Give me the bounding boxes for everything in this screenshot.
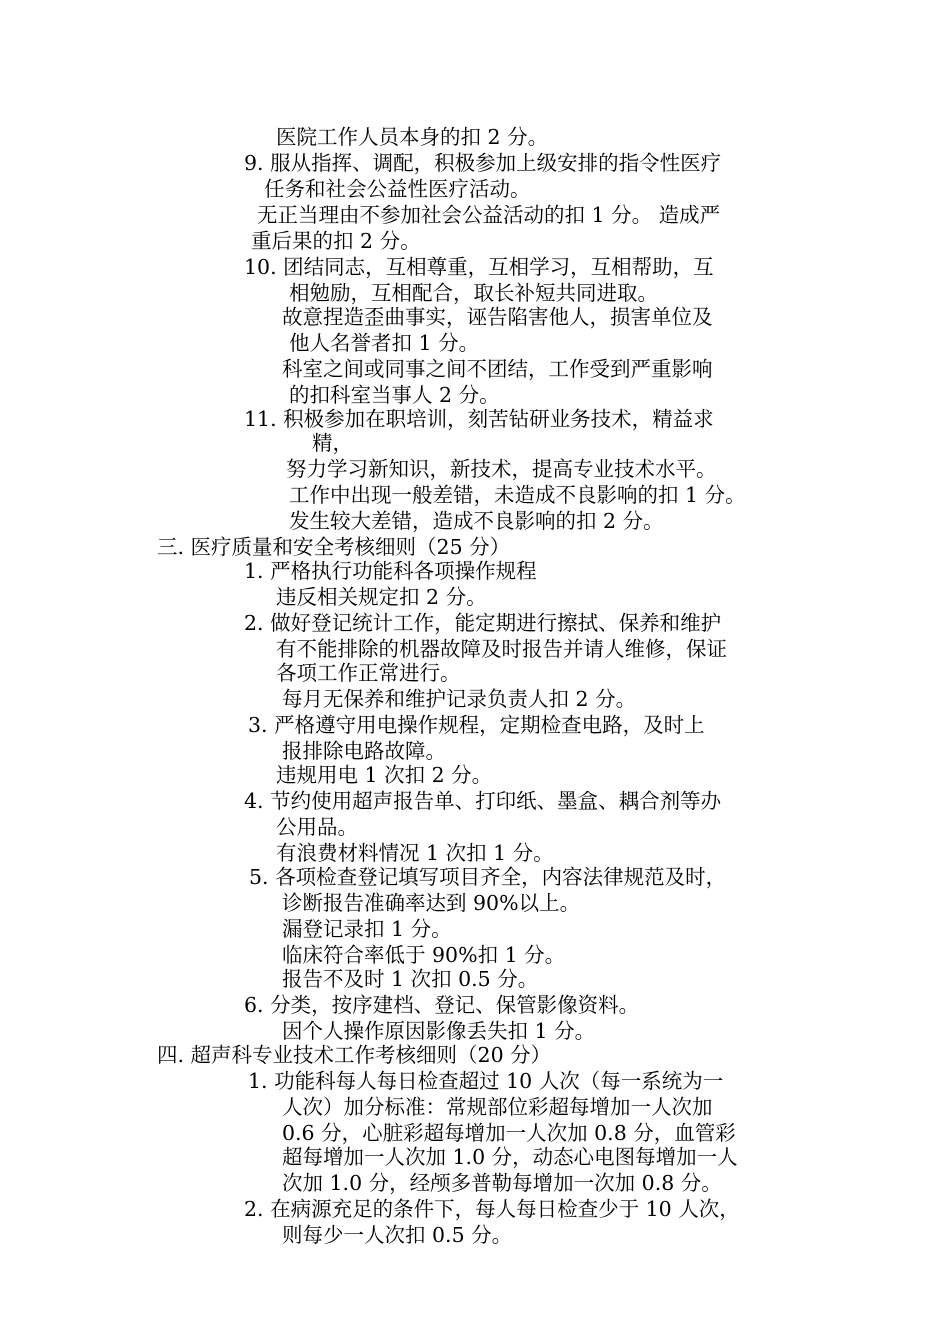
text-line: 报排除电路故障。 [282,739,446,763]
text-line: 工作中出现一般差错，未造成不良影响的扣 1 分。 [289,483,746,507]
text-line: 漏登记录扣 1 分。 [282,917,452,941]
text-line: 各项工作正常进行。 [276,661,461,685]
section-heading-3: 三. 医疗质量和安全考核细则（25 分） [157,535,511,559]
text-line: 的扣科室当事人 2 分。 [289,383,500,407]
list-item-6: 6. 分类，按序建档、登记、保管影像资料。 [244,993,640,1017]
text-line: 诊断报告准确率达到 90%以上。 [282,891,581,915]
section-heading-4: 四. 超声科专业技术工作考核细则（20 分） [157,1043,552,1067]
text-line: 医院工作人员本身的扣 2 分。 [276,125,549,149]
text-line: 科室之间或同事之间不团结，工作受到严重影响 [282,357,713,381]
list-item-9: 9. 服从指挥、调配，积极参加上级安排的指令性医疗 [244,151,722,175]
text-line: 精， [312,431,353,455]
text-line: 0.6 分，心脏彩超每增加一人次加 0.8 分，血管彩 [282,1121,736,1145]
text-line: 故意捏造歪曲事实，诬告陷害他人，损害单位及 [282,305,713,329]
text-line: 公用品。 [276,815,358,839]
list-item-3: 3. 严格遵守用电操作规程，定期检查电路，及时上 [248,713,705,737]
list-item-10: 10. 团结同志，互相尊重，互相学习，互相帮助，互 [244,255,714,279]
text-line: 发生较大差错，造成不良影响的扣 2 分。 [289,509,664,533]
text-line: 临床符合率低于 90%扣 1 分。 [282,943,566,967]
list-item-5: 5. 各项检查登记填写项目齐全，内容法律规范及时， [249,865,727,889]
list-item-1: 1. 严格执行功能科各项操作规程 [244,559,537,583]
list-item-11: 11. 积极参加在职培训，刻苦钻研业务技术，精益求 [244,407,714,431]
text-line: 任务和社会公益性医疗活动。 [264,177,531,201]
text-line: 人次）加分标准：常规部位彩超每增加一人次加 [282,1095,713,1119]
text-line: 努力学习新知识，新技术，提高专业技术水平。 [286,457,717,481]
text-line: 有浪费材料情况 1 次扣 1 分。 [276,841,554,865]
text-line: 超每增加一人次加 1.0 分，动态心电图每增加一人 [282,1145,738,1169]
text-line: 因个人操作原因影像丢失扣 1 分。 [282,1019,596,1043]
list-item-4: 4. 节约使用超声报告单、打印纸、墨盒、耦合剂等办 [244,789,722,813]
text-line: 他人名誉者扣 1 分。 [289,331,480,355]
text-line: 报告不及时 1 次扣 0.5 分。 [282,967,539,991]
text-line: 违规用电 1 次扣 2 分。 [276,763,493,787]
text-line: 每月无保养和维护记录负责人扣 2 分。 [282,687,637,711]
text-line: 重后果的扣 2 分。 [251,229,421,253]
text-line: 次加 1.0 分，经颅多普勒每增加一次加 0.8 分。 [282,1171,722,1195]
text-line: 有不能排除的机器故障及时报告并请人维修，保证 [276,637,727,661]
text-line: 相勉励，互相配合，取长补短共同进取。 [289,281,658,305]
text-line: 违反相关规定扣 2 分。 [276,585,487,609]
text-line: 则每少一人次扣 0.5 分。 [282,1223,513,1247]
list-item-2: 2. 做好登记统计工作，能定期进行擦拭、保养和维护 [244,611,722,635]
text-line: 无正当理由不参加社会公益活动的扣 1 分。 造成严 [257,203,721,227]
list-item-1: 1. 功能科每人每日检查超过 10 人次（每一系统为一 [248,1069,724,1093]
list-item-2: 2. 在病源充足的条件下，每人每日检查少于 10 人次， [244,1197,740,1221]
